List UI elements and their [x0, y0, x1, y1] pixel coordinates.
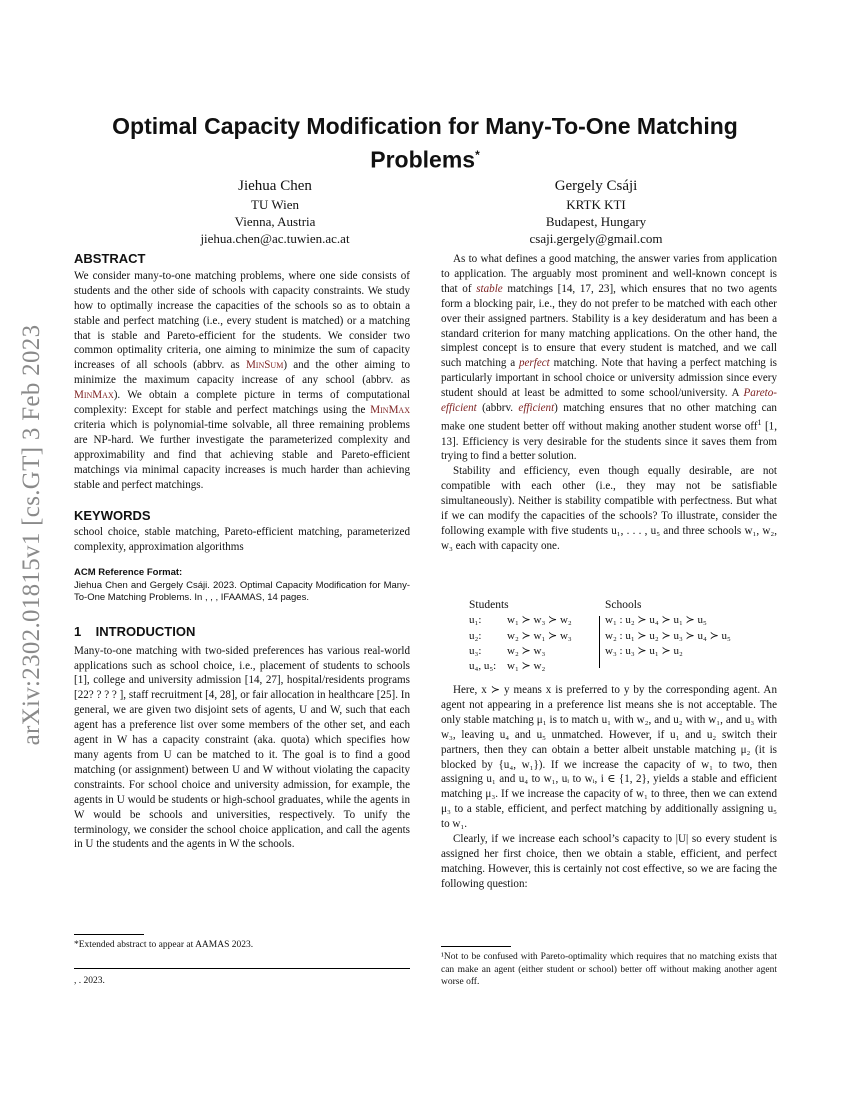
example-divider [599, 616, 600, 668]
acm-ref-heading: ACM Reference Format: [74, 567, 183, 579]
minmax-term: MinMax [370, 404, 410, 417]
pareto-efficient-term: Pareto-efficient [441, 387, 777, 415]
perfect-term: perfect [518, 357, 550, 370]
author-affiliation: KRTK KTI [566, 197, 626, 212]
title-footnote-mark: * [475, 148, 480, 162]
footnote-rule [441, 946, 511, 947]
keywords-text: school choice, stable matching, Pareto-efficient matching, parameterized complexity, approximation algorithms [74, 526, 410, 554]
arxiv-side-identifier [12, 275, 52, 795]
minsum-term: MinSum [245, 359, 284, 372]
arxiv-id-text: arXiv:2302.01815v1 [cs.GT] 3 Feb 2023 [18, 324, 45, 746]
right-column-bottom [441, 683, 777, 892]
school-pref-row: w₁ : u₂ ≻ u₄ ≻ u₁ ≻ u₅ [605, 614, 707, 627]
footer-rule [74, 968, 410, 969]
right-paragraph-2: Stability and efficiency, even though equally desirable, are not compatible with each other (i.e., they may not be satisfiable simultaneously). Neither is stability compatible with perfectness. But what if we can modify the capacities of the schools? To illustrate, consider the following example with five students u₁, . . . , u₅ and three schools w₁, w₂, w₃ each with capacity one. [441, 465, 777, 552]
student-pref-row: u₁: w₁ ≻ w₃ ≻ w₂ [469, 614, 572, 627]
keywords-heading: KEYWORDS [74, 507, 151, 523]
author-block-2 [466, 176, 726, 247]
right-paragraph-4: Clearly, if we increase each school’s capacity to |U| so every student is assigned her first choice, then we obtain a stable, efficient, and perfect matching. However, this is certainly not cost effective, so we are facing the following question: [441, 833, 777, 890]
author-block-1 [145, 176, 405, 247]
title-text: Optimal Capacity Modification for Many-To-One Matching Problems [112, 113, 738, 173]
author-affiliation: TU Wien [251, 197, 299, 212]
footnote-left: *Extended abstract to appear at AAMAS 2023. [74, 940, 254, 950]
author-location: Vienna, Austria [234, 214, 316, 229]
students-heading: Students [469, 599, 509, 611]
author-name: Gergely Csáji [554, 178, 638, 194]
paper-title [90, 112, 760, 175]
students-preferences [469, 598, 599, 674]
right-paragraph-1: As to what defines a good matching, the answer varies from application to application. The arguably most prominent and well-known concept is that of stable matchings [14, 17, 23], which ensures that no two agents form a blocking pair, i.e., they do not prefer to be matched with each other over their assigned partners. Stability is a key desideratum and has been a standard criterion for many matching applications. On the other hand, the simplest concept is to ensure that every student is matched, and we call such matching a perfect matching. Note that having a perfect matching is particularly important in school choice or university admission since every student should at least be admitted to some school/university. A Pareto-efficient (abbrv. efficient) matching ensures that no other matching can make one student better off without making another student worse off$^1$ [1, 13]. Efficiency is very desirable for the students since it saves them from trying to find a better solution. [441, 253, 778, 463]
schools-heading: Schools [605, 599, 642, 611]
page-footer: , . 2023. [74, 976, 105, 986]
author-email[interactable]: jiehua.chen@ac.tuwien.ac.at [200, 231, 350, 246]
schools-preferences [605, 598, 785, 659]
introduction-heading: 1 INTRODUCTION [74, 623, 196, 639]
footnote-right: ¹Not to be confused with Pareto-optimality which requires that no matching exists that can make an agent (either student or school) better off without making another agent worse off. [441, 952, 777, 987]
acm-ref-text: Jiehua Chen and Gergely Csáji. 2023. Optimal Capacity Modification for Many-To-One Matching Problems. In , , , IFAAMAS, 14 pages. [74, 579, 410, 604]
right-paragraph-3: Here, x ≻ y means x is preferred to y by the corresponding agent. An agent not appearing in a preference list means she is not acceptable. The only stable matching μ₁ is to match u₁ with w₂, and u₂ with w₁, and u₃ with w₃, leaving u₄ and u₅ unmatched. However, if u₁ and u₂ switch their partners, then they can obtain a better albeit unstable matching μ₂ (it is blocked by {u₄, w₁}). If we increase the capacity of w₁ to two, then assigning u₁ and u₄ to w₁, uᵢ to wᵢ, i ∈ {1, 2}, yields a stable and efficient matching μ₃. If we increase the capacity of w₁ to three, then we can extend μ₃ to a stable, efficient, and perfect matching by additionally assigning u₅ to w₁. [441, 684, 777, 831]
author-name: Jiehua Chen [238, 178, 312, 194]
minmax-term: MinMax [74, 389, 114, 402]
abstract-heading: ABSTRACT [74, 251, 146, 266]
stable-term: stable [476, 282, 503, 295]
introduction-paragraph: Many-to-one matching with two-sided preferences has various real-world applications such as school choice, i.e., placement of students to schools [1], college and university admission [14, 27], hospital/residents programs [22? ? ? ? ], staff recruitment [4, 28], or fair allocation in healthcare [25]. In general, we are given two disjoint sets of agents, U and W, such that each agent has a preference list over some members of the other set, and each agent in W has a capacity constraint (aka. quota) which specifies how many agents from U can be matched to it. The goal is to find a good matching (or assignment) between U and W without violating the capacity constraints. For school choice and university admission, for example, the agents in U would be students or high-school graduates, while the agents in W would be schools and universities, respectively. To unify the terminology, we consider the school choice application, and call the agents in U the students and the agents in W the schools. [74, 644, 410, 851]
student-pref-row: u₂: w₂ ≻ w₁ ≻ w₃ [469, 629, 572, 642]
right-column-top [441, 252, 777, 554]
school-pref-row: w₂ : u₁ ≻ u₂ ≻ u₃ ≻ u₄ ≻ u₅ [605, 629, 731, 642]
abstract-text: We consider many-to-one matching problems, where one side consists of students and the other side of schools with capacity constraints. We study how to optimally increase the capacities of the schools so as to obtain a stable and perfect matching (i.e., every student is matched) or a matching that is stable and Pareto-efficient for the students. We consider two common optimality criteria, one aiming to minimize the sum of capacity increases of all schools (abbrv. as MinSum) and the other aiming to minimize the maximum capacity increase of any school (abbrv. as MinMax). We obtain a complete picture in terms of computational complexity: Except for stable and perfect matchings using the MinMax criteria which is polynomial-time solvable, all three remaining problems are NP-hard. We further investigate the parameterized complexity and approximability and find that achieving stable and Pareto-efficient matchings via minimal capacity increases is much harder than achieving stable and perfect matchings. [74, 269, 410, 491]
author-location: Budapest, Hungary [545, 214, 647, 229]
footnote-rule [74, 934, 144, 935]
left-column [74, 252, 410, 852]
efficient-term: efficient [518, 402, 555, 415]
school-pref-row: w₃ : u₃ ≻ u₁ ≻ u₂ [605, 644, 683, 657]
author-email[interactable]: csaji.gergely@gmail.com [529, 231, 663, 246]
student-pref-row: u₃: w₂ ≻ w₃ [469, 644, 546, 657]
footnote-marker: 1 [757, 417, 762, 427]
student-pref-row: u₄, u₅: w₁ ≻ w₂ [469, 660, 546, 673]
